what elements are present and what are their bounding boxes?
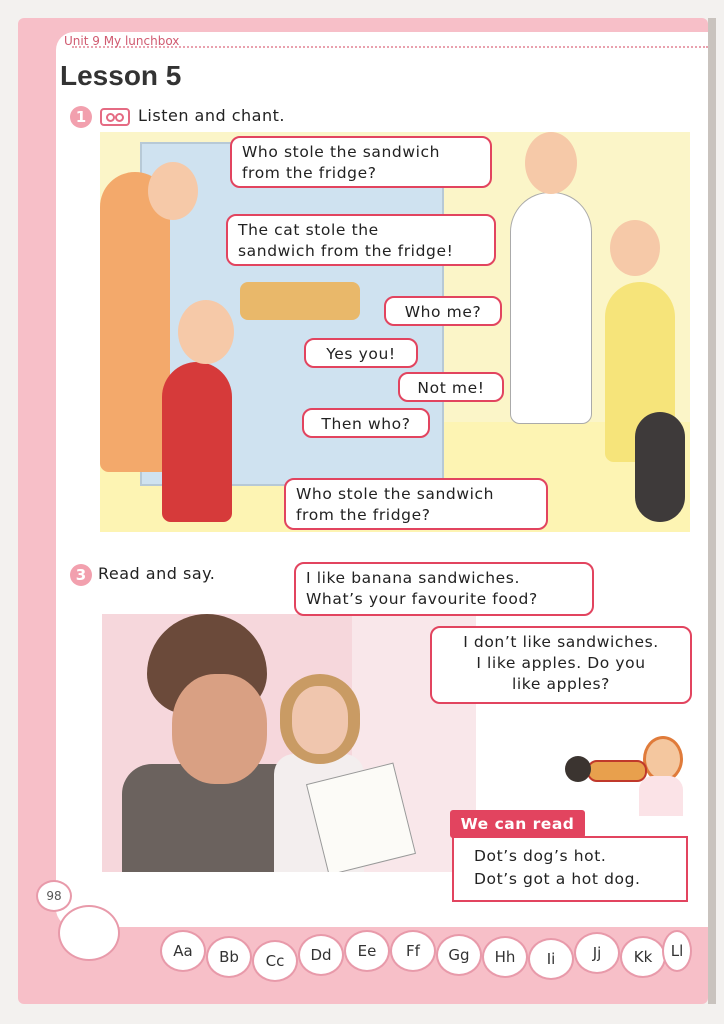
dialogue-bubble-boy-line-1: I like banana sandwiches.	[306, 569, 521, 587]
chant-bubble-1-line-1: Who stole the sandwich	[242, 143, 441, 161]
girl-hotdog-illustration	[565, 734, 685, 820]
chant-bubble-5: Not me!	[398, 372, 504, 402]
mother-head	[148, 162, 198, 220]
chant-bubble-7	[284, 478, 548, 530]
chant-bubble-7-line-1: Who stole the sandwich	[296, 485, 495, 503]
photo-girl-face	[292, 686, 348, 754]
page-number: 98	[36, 880, 72, 912]
dialogue-bubble-girl-line-1: I don’t like sandwiches.	[463, 633, 659, 651]
alphabet-letter: Ee	[344, 930, 390, 972]
alphabet-letter: Bb	[206, 936, 252, 978]
boy-red-figure	[162, 362, 232, 522]
section-3-number: 3	[70, 564, 92, 586]
section-3-heading: Read and say.	[98, 564, 216, 583]
section-1-number: 1	[70, 106, 92, 128]
chant-bubble-1	[230, 136, 492, 188]
boy-yellow-head	[610, 220, 660, 276]
man-figure	[510, 192, 592, 424]
dialogue-bubble-girl-line-2: I like apples. Do you	[476, 654, 646, 672]
cat-figure	[635, 412, 685, 522]
we-can-read-line-1: Dot’s dog’s hot.	[474, 847, 607, 865]
alphabet-letter: Aa	[160, 930, 206, 972]
man-head	[525, 132, 577, 194]
unit-title: Unit 9 My lunchbox	[64, 34, 180, 48]
chant-bubble-2-line-1: The cat stole the	[238, 221, 379, 239]
chant-bubble-6: Then who?	[302, 408, 430, 438]
hotdog-on-plate	[587, 760, 647, 782]
alphabet-letter: Ii	[528, 938, 574, 980]
alphabet-letter: Hh	[482, 936, 528, 978]
caterpillar-head-icon	[58, 905, 120, 961]
mother-figure	[100, 172, 170, 472]
cd-audio-icon[interactable]	[100, 108, 130, 126]
we-can-read-label: We can read	[450, 810, 585, 838]
sandwich-plate	[240, 282, 360, 320]
section-1-heading: Listen and chant.	[138, 106, 285, 125]
dialogue-bubble-girl-line-3: like apples?	[511, 675, 611, 693]
chant-bubble-2	[226, 214, 496, 266]
chant-bubble-4: Yes you!	[304, 338, 418, 368]
photo-boy-face	[172, 674, 267, 784]
chant-illustration	[100, 132, 690, 532]
alphabet-letter: Dd	[298, 934, 344, 976]
hotdog-girl-body	[639, 776, 683, 816]
boy-red-head	[178, 300, 234, 364]
we-can-read-line-2: Dot’s got a hot dog.	[474, 870, 641, 888]
chant-bubble-7-line-2: from the fridge?	[296, 506, 431, 524]
alphabet-letter: Jj	[574, 932, 620, 974]
chant-bubble-2-line-2: sandwich from the fridge!	[238, 242, 454, 260]
chant-bubble-3: Who me?	[384, 296, 502, 326]
book-spine	[708, 18, 716, 1004]
dialogue-bubble-girl	[430, 626, 692, 704]
alphabet-letter: Kk	[620, 936, 666, 978]
dialogue-bubble-boy-line-2: What’s your favourite food?	[306, 590, 538, 608]
alphabet-letter: Gg	[436, 934, 482, 976]
lesson-title: Lesson 5	[60, 60, 182, 91]
alphabet-letter: Ff	[390, 930, 436, 972]
children-photo	[102, 614, 476, 872]
alphabet-letter: Ll	[662, 930, 692, 972]
dialogue-bubble-boy	[294, 562, 594, 616]
small-dog-icon	[565, 756, 591, 782]
alphabet-strip	[150, 930, 695, 976]
chant-bubble-1-line-2: from the fridge?	[242, 164, 377, 182]
alphabet-letter: Cc	[252, 940, 298, 982]
we-can-read-box	[452, 836, 688, 902]
